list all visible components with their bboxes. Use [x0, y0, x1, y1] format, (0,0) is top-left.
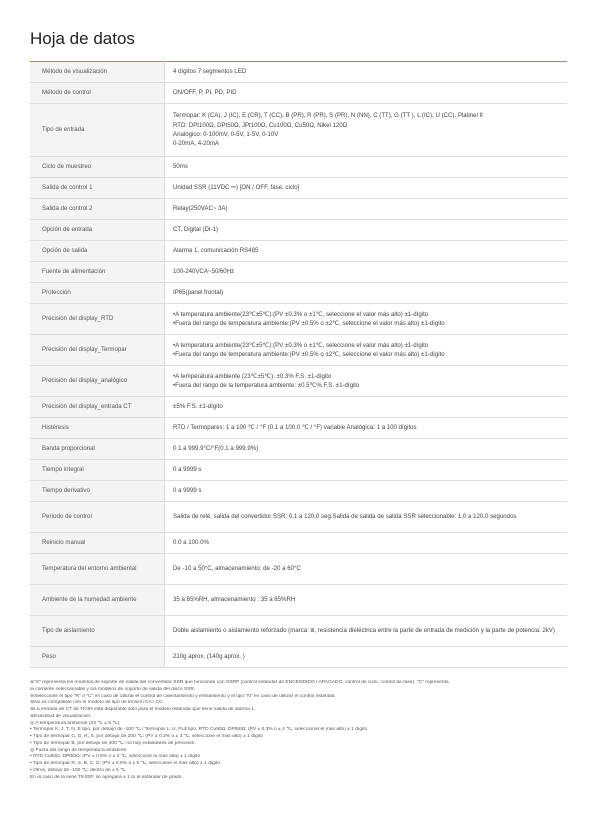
footnote-line: ◎ Fuera del rango de temperatura ambiente	[30, 747, 127, 753]
spec-row	[30, 554, 567, 585]
spec-row	[30, 418, 567, 439]
spec-value-line: Salida de relé, salida del convertidor SSR: 0,1 a 120,0 seg.Salida de salida de salida SSR seleccionable: 1,0 a 120,0 segundos	[173, 513, 517, 521]
spec-value-line: RTD / Termopares: 1 a 100 ℃ / °F (0.1 a 100.0 ℃ / °F) variable Analógica: 1 a 100 dígitos	[173, 424, 417, 432]
spec-value-line: Termopar: K (CA), J (IC), E (CR), T (CC), B (PR), R (PR), S (PR), N (NN), C (TT), G (TT ), L (IC), U (CC), Platinel II	[173, 112, 483, 120]
spec-label: Fuente de alimentación	[30, 262, 165, 283]
spec-value	[165, 220, 568, 241]
spec-label: Reinicio manual	[30, 533, 165, 554]
spec-label: Salida de control 1	[30, 178, 165, 199]
spec-value-line: CT, Digital (DI-1)	[173, 226, 219, 234]
spec-value	[165, 241, 568, 262]
spec-row	[30, 220, 567, 241]
spec-label: Peso	[30, 647, 165, 668]
spec-value-line: Analógico: 0-100mV, 0-5V, 1-5V, 0-10V	[173, 131, 279, 138]
spec-label: Tipo de aislamiento	[30, 616, 165, 647]
spec-value	[165, 199, 568, 220]
spec-value	[165, 439, 568, 460]
footnote-line: ※Seleccione el tipo "R" o "C" en caso de utilizar el control de calentamiento y enfriamiento y el tipo "N" en caso de utilizar el control estándar.	[30, 693, 336, 699]
spec-value	[165, 283, 568, 304]
spec-row	[30, 83, 567, 104]
footnote-line: • Tipo de termopar C, G, R, S, por debajo de 200 ℃: (PV ± 0.3% o ± 3 ℃, seleccione el más alto) ± 1 dígito	[30, 734, 264, 739]
spec-value	[165, 647, 568, 668]
footnote-line: • Tipo de termopar R, S, B, C, G: (PV ± 0.5% o ± 5 ℃, seleccione el más alto) ± 1 dígito	[30, 761, 221, 766]
spec-row	[30, 178, 567, 199]
spec-row	[30, 502, 567, 533]
spec-row	[30, 616, 567, 647]
spec-label: Protección	[30, 283, 165, 304]
spec-value-line: •Fuera del rango de temperatura ambiente:(PV ±0.5% o ±2℃, seleccione el valor más alto) ±1-dígito	[173, 351, 445, 358]
spec-value	[165, 366, 568, 397]
spec-value-line: 0-20mA, 4-20mA	[173, 140, 220, 148]
spec-label: Salida de control 2	[30, 199, 165, 220]
spec-row	[30, 62, 567, 83]
spec-value-line: RTD: DPt100Ω, DPt50Ω, JPt100Ω, Cu100Ω, Cu50Ω, Nikel 120Ω	[173, 121, 348, 129]
spec-value-line: •A temperatura ambiente(23℃±5℃):(PV ±0.3% o ±1℃, seleccione el valor más alto) ±1-dígito	[173, 341, 429, 349]
spec-value-line: •A temperatura ambiente (23℃±5℃): ±0.3% F.S. ±1-dígito	[173, 372, 332, 380]
spec-value	[165, 418, 568, 439]
footnote-line: En el caso de la serie TK4SP, se agregará ± 1 to al estándar de grado.	[30, 774, 183, 780]
spec-value	[165, 481, 568, 502]
spec-label: Banda proporcional	[30, 439, 165, 460]
spec-value-line: 0.0 a 100.0%	[173, 539, 209, 547]
spec-label: Método de control	[30, 83, 165, 104]
spec-label: Ambiente de la humedad ambiente	[30, 585, 165, 616]
spec-row	[30, 199, 567, 220]
spec-value-line: 100-240VCA~50/60Hz	[173, 268, 235, 276]
spec-label: Opción de salida	[30, 241, 165, 262]
spec-value	[165, 554, 568, 585]
spec-value	[165, 397, 568, 418]
spec-row	[30, 304, 567, 335]
spec-label: Precisión del display_Termopar	[30, 335, 165, 366]
spec-value-line: IP65(panel frontal)	[173, 289, 224, 297]
spec-label: Tiempo derivativo	[30, 481, 165, 502]
spec-label: Precisión del display_analógico	[30, 366, 165, 397]
spec-row	[30, 262, 567, 283]
spec-row	[30, 335, 567, 366]
spec-value	[165, 533, 568, 554]
spec-label: Precisión del display_entrada CT	[30, 397, 165, 418]
spec-value-line: 35 a 85%RH, almacenamiento : 35 a 85%RH	[173, 596, 296, 604]
spec-value	[165, 335, 568, 366]
footnote-line: • Termopar K, J, T, N, E tipo, por debajo de -100 ℃ / Termopar L, U, PLⅡ tipo, RTD Cu50Ω, DPt50Ω: (PV ± 0.3% o ± 2 ℃, seleccionar el más alto) ± 1 dígito	[30, 727, 368, 733]
spec-value-line: •Fuera del rango de la temperatura ambiente: ±0.5℃% F.S. ±1-dígito	[173, 382, 360, 389]
spec-label: Opción de entrada	[30, 220, 165, 241]
spec-value	[165, 178, 568, 199]
spec-value-line: Unidad SSR (11VDC ⎓) [ON / OFF, fase, ciclo]	[173, 184, 300, 192]
spec-row	[30, 157, 567, 178]
spec-value	[165, 157, 568, 178]
spec-value-line: Relay(250VAC~ 3A)	[173, 205, 228, 213]
footnote-line: la corriente seleccionable y los modelos de soporte de salida del disco SSR.	[30, 686, 196, 692]
spec-value-line: 0.1 a 999.9°C/°F(0.1 a 999.9%)	[173, 445, 259, 453]
spec-label: Precisión del display_RTD	[30, 304, 165, 335]
spec-row	[30, 533, 567, 554]
spec-row	[30, 283, 567, 304]
spec-value	[165, 262, 568, 283]
spec-label: Método de visualización	[30, 62, 165, 83]
spec-row	[30, 481, 567, 502]
footnote-line: ※No es compatible con el modelo de tipo de tensión CA / CC.	[30, 700, 165, 706]
spec-value-line: Doble aislamiento o aislamiento reforzado (marca: ⧈, resistencia dieléctrica entre la parte de entrada de medición y la parte de potencia: 2kV)	[173, 627, 555, 635]
spec-value-line: 0 a 9999 s	[173, 466, 202, 474]
spec-value	[165, 460, 568, 481]
spec-label: Período de control	[30, 502, 165, 533]
footnote-line: • RTD Cu50Ω, DPt50Ω: (PV ± 0.5% o ± 3 ℃, seleccione la más alta) ± 1 dígito	[30, 754, 201, 760]
spec-value-line: •Fuera del rango de temperatura ambiente:(PV ±0.5% o ±2℃, seleccione el valor más alto) ±1-dígito	[173, 320, 445, 327]
spec-value-line: 50ms	[173, 163, 188, 171]
spec-label: Tipo de entrada	[30, 104, 165, 157]
spec-value	[165, 616, 568, 647]
spec-label: Temperatura del entorno ambiental	[30, 554, 165, 585]
spec-value	[165, 83, 568, 104]
footnote-line: ※La entrada de CT de TK4N está disponible solo para el modelo estándar que tiene salida de alarma 1.	[30, 707, 256, 712]
spec-row	[30, 460, 567, 481]
spec-value-line: 210g aprox. (140g aprox. )	[173, 653, 245, 661]
footnote-line: • Tipo de termopar B, por debajo de 400 ℃: no hay estándares de precisión.	[30, 740, 196, 746]
spec-label: Histéresis	[30, 418, 165, 439]
footnotes	[30, 680, 570, 781]
spec-value	[165, 62, 568, 83]
spec-row	[30, 241, 567, 262]
spec-value-line: 0 a 9999 s	[173, 487, 202, 495]
spec-table	[30, 61, 567, 668]
spec-row	[30, 397, 567, 418]
spec-label: Tiempo integral	[30, 460, 165, 481]
footnote-line: • Otros, debajo de -100 ℃: dentro de ± 5 ℃	[30, 767, 126, 773]
spec-row	[30, 104, 567, 157]
spec-row	[30, 585, 567, 616]
spec-row	[30, 366, 567, 397]
spec-label: Ciclo de muestreo	[30, 157, 165, 178]
spec-value-line: Alarma 1, comunicación RS485	[173, 247, 259, 255]
spec-value-line: 4 dígitos 7 segmentos LED	[173, 68, 247, 76]
page-title: Hoja de datos	[30, 29, 135, 48]
footnote-line: ※"S" representa los modelos de soporte de salida del convertidor SSR que funcionan con SSRP (control estándar de ENCENDIDO / APAGADO, control de ciclo, control de fase). "C" representa	[30, 680, 449, 685]
spec-value-line: •A temperatura ambiente(23℃±5℃):(PV ±0.3% o ±1℃, seleccione el valor más alto) ±1-dígito	[173, 310, 429, 318]
spec-value-line: ±5% F.S. ±1-dígito	[173, 403, 223, 411]
footnote-line: ◎ A temperatura ambiente (23 ℃ ± 5 ℃)	[30, 720, 120, 726]
spec-value	[165, 104, 568, 157]
spec-value	[165, 502, 568, 533]
spec-row	[30, 439, 567, 460]
spec-value	[165, 304, 568, 335]
footnote-line: ※Exactitud de visualización:	[30, 713, 92, 719]
spec-value-line: De -10 a 50°C, almacenamiento: de -20 a 60°C	[173, 565, 301, 573]
spec-row	[30, 647, 567, 668]
spec-value	[165, 585, 568, 616]
spec-value-line: ON/OFF, P, PI, PD, PID	[173, 89, 237, 97]
